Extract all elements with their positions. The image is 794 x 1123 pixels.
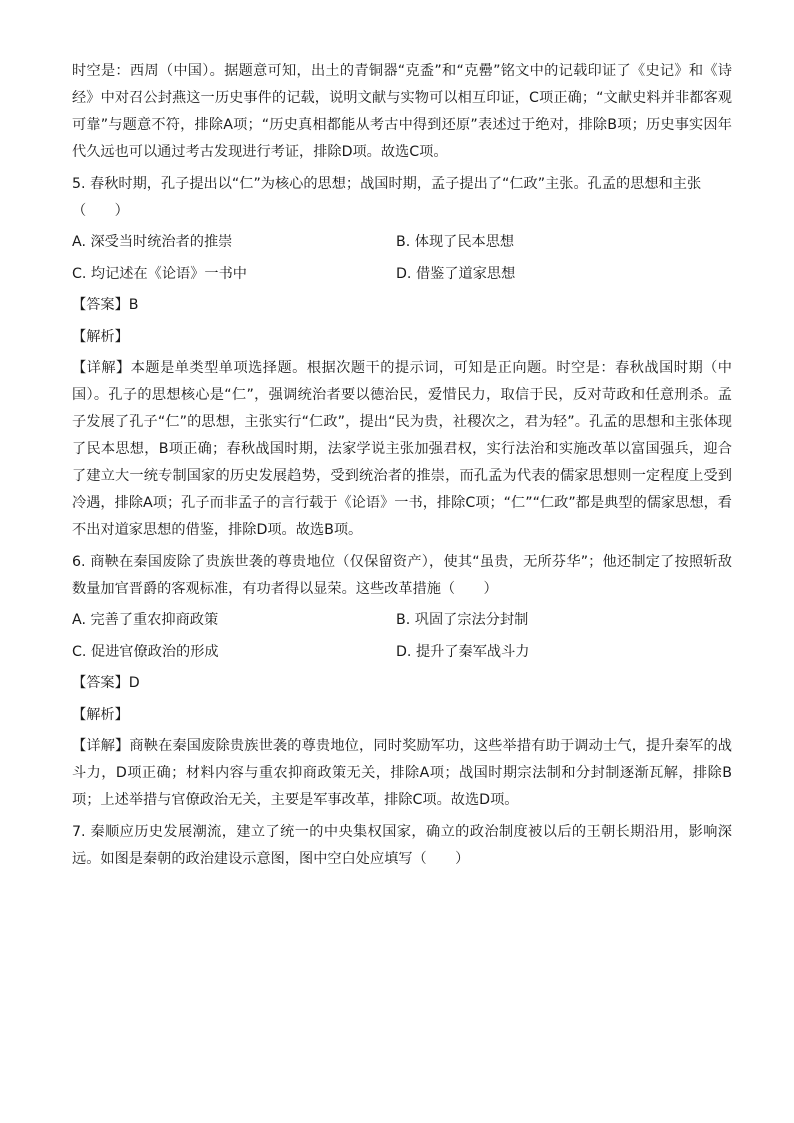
q5-option-a: A. 深受当时统治者的推崇: [72, 234, 233, 250]
document-page: [72, 58, 732, 877]
q6-options-row-2: [72, 639, 732, 666]
q5-options-row-2: [72, 261, 732, 288]
q6-option-b: B. 巩固了宗法分封制: [396, 612, 529, 628]
q6-stem: 6. 商鞅在秦国废除了贵族世袭的尊贵地位（仅保留资产），使其“虽贵，无所芬华”；他还制定了按照斩敌数量加官晋爵的客观标准，有功者得以显荣。这些改革措施（ ）: [72, 553, 732, 597]
q6-option-c: C. 促进官僚政治的形成: [72, 643, 219, 660]
q5-answer: 【答案】B: [72, 297, 139, 313]
q4-explanation-tail: 时空是：西周（中国）。据题意可知，出土的青铜器“克盉”和“克罍”铭文中的记载印证了《史记》和《诗经》中对召公封燕这一历史事件的记载，说明文献与实物可以相互印证，C项正确；“文献史料并非都客观可靠”与题意不符，排除A项；“历史真相都能从考古中得到还原”表述过于绝对，排除B项；历史事实因年代久远也可以通过考古发现进行考证，排除D项。故选C项。: [72, 63, 732, 160]
q6-option-a: A. 完善了重农抑商政策: [72, 612, 219, 628]
q6-options-row-1: [72, 607, 732, 634]
q6-analysis-label: 【解析】: [72, 706, 129, 723]
q5-option-c: C. 均记述在《论语》一书中: [72, 265, 247, 282]
q5-option-b: B. 体现了民本思想: [396, 234, 515, 250]
q5-detail: 【详解】本题是单类型单项选择题。根据次题干的提示词，可知是正向题。时空是：春秋战国时期（中国）。孔子的思想核心是“仁”，强调统治者要以德治民，爱惜民力，取信于民，反对苛政和任意刑杀。孟子发展了孔子“仁”的思想，主张实行“仁政”，提出“民为贵，社稷次之，君为轻”。孔孟的思想和主张体现了民本思想，B项正确；春秋战国时期，法家学说主张加强君权，实行法治和实施改革以富国强兵，迎合了建立大一统专制国家的历史发展趋势，受到统治者的推崇，而孔孟为代表的儒家思想则一定程度上受到冷遇，排除A项；孔子而非孟子的言行载于《论语》一书，排除C项；“仁”“仁政”都是典型的儒家思想，看不出对道家思想的借鉴，排除D项。故选B项。: [72, 360, 732, 538]
q6-answer: 【答案】D: [72, 675, 140, 691]
q5-analysis-label: 【解析】: [72, 328, 129, 345]
q6-option-d: D. 提升了秦军战斗力: [396, 643, 530, 660]
q5-option-d: D. 借鉴了道家思想: [396, 265, 516, 282]
q7-stem: 7. 秦顺应历史发展潮流，建立了统一的中央集权国家，确立的政治制度被以后的王朝长期沿用，影响深远。如图是秦朝的政治建设示意图，图中空白处应填写（ ）: [72, 823, 732, 867]
q5-options-row-1: [72, 229, 732, 256]
q5-stem: 5. 春秋时期，孔子提出以“仁”为核心的思想；战国时期，孟子提出了“仁政”主张。孔孟的思想和主张（ ）: [72, 175, 702, 219]
q6-detail: 【详解】商鞅在秦国废除贵族世袭的尊贵地位，同时奖励军功，这些举措有助于调动士气，提升秦军的战斗力，D项正确；材料内容与重农抑商政策无关，排除A项；战国时期宗法制和分封制逐渐瓦解，排除B项；上述举措与官僚政治无关，主要是军事改革，排除C项。故选D项。: [72, 738, 732, 808]
